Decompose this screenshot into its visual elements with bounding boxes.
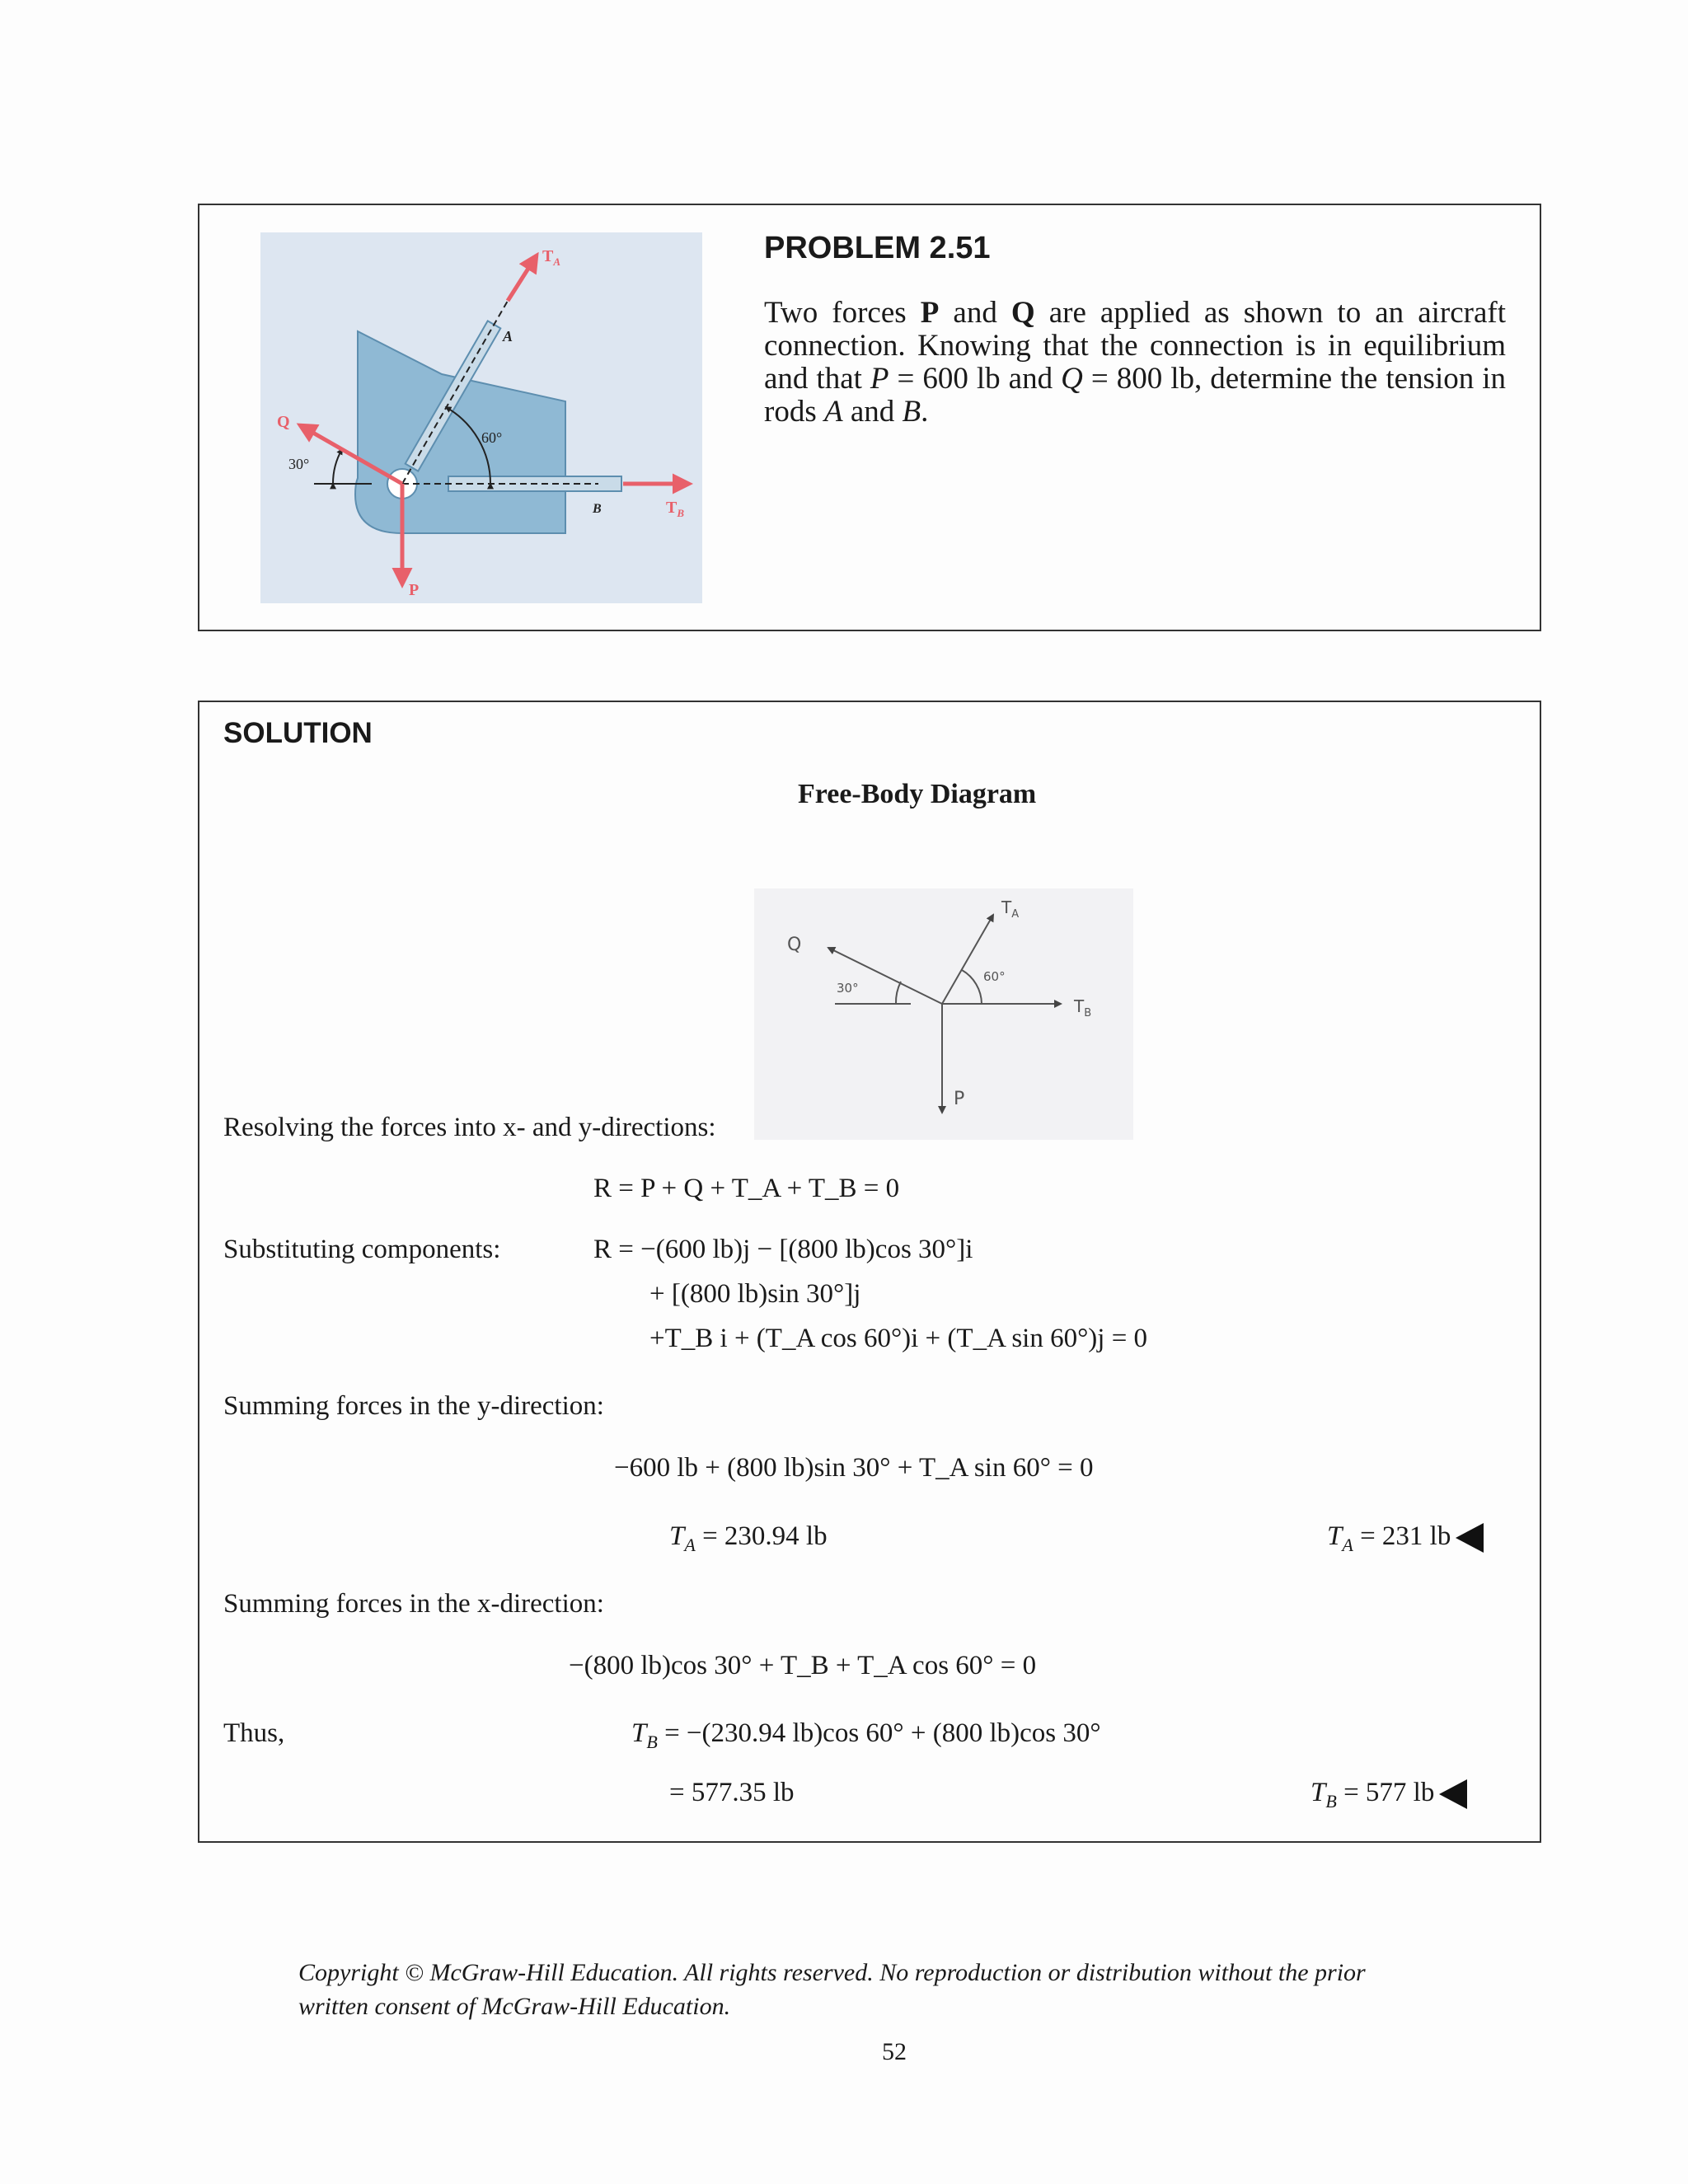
ta-answer: $T_A = 231$ lb bbox=[1327, 1521, 1484, 1556]
label-rod-a: A bbox=[503, 328, 513, 344]
fbd-label-tb: $T_B$ bbox=[1074, 996, 1092, 1019]
summing-y-text: Summing forces in the y-direction: bbox=[223, 1391, 604, 1421]
fbd-label-q: Q bbox=[787, 935, 802, 955]
label-angle-60: 60° bbox=[481, 429, 503, 446]
fbd-title: Free-Body Diagram bbox=[798, 779, 1037, 809]
equation-substitution-1: R = −(600 lb)j − [(800 lb)cos 30°]i bbox=[593, 1235, 973, 1264]
equation-x: −(800 lb)cos 30° + T_B + T_A cos 60° = 0 bbox=[569, 1651, 1037, 1680]
fbd-label-ta: $T_A$ bbox=[1001, 898, 1020, 921]
copyright-notice: Copyright © McGraw-Hill Education. All rights reserved. No reproduction or distribution without the prior written consent of McGraw-Hill Education. bbox=[298, 1959, 1366, 2020]
fbd-label-p: P bbox=[954, 1089, 965, 1109]
tb-expression: $T_B = -(230.94$ lb)cos 60° + (800 lb)cos 30° bbox=[631, 1718, 1101, 1752]
aircraft-connection-figure bbox=[260, 232, 702, 603]
tb-value: = 577.35 lb bbox=[669, 1778, 795, 1807]
equation-sum: R = P + Q + T_A + T_B = 0 bbox=[593, 1174, 900, 1203]
thus-text: Thus, bbox=[223, 1718, 285, 1748]
problem-statement: Two forces P and Q are applied as shown to an aircraft connection. Knowing that the connection is in equilibrium and that P = 600 lb and Q = 800 lb, determine the tension in rods A and B. bbox=[764, 296, 1507, 429]
label-angle-30: 30° bbox=[288, 456, 310, 472]
problem-title: PROBLEM 2.51 bbox=[764, 231, 991, 265]
fbd-label-60: 60° bbox=[983, 969, 1006, 984]
equation-substitution-2: + [(800 lb)sin 30°]j bbox=[649, 1279, 861, 1309]
answer-marker-icon bbox=[1456, 1523, 1484, 1553]
substituting-text: Substituting components: bbox=[223, 1235, 501, 1264]
label-tb: $T_B$ bbox=[666, 499, 685, 519]
solution-title: SOLUTION bbox=[223, 717, 373, 749]
ta-value: $T_A = 230.94$ lb bbox=[669, 1521, 828, 1555]
label-p: P bbox=[409, 581, 420, 599]
label-q: Q bbox=[277, 413, 290, 431]
equation-substitution-3: +T_B i + (T_A cos 60°)i + (T_A sin 60°)j = 0 bbox=[649, 1324, 1148, 1353]
fbd-label-30: 30° bbox=[837, 981, 859, 996]
answer-marker-icon bbox=[1439, 1779, 1467, 1809]
equation-y: −600 lb + (800 lb)sin 30° + T_A sin 60° = 0 bbox=[614, 1453, 1094, 1483]
page-number: 52 bbox=[882, 2038, 907, 2065]
label-rod-b: B bbox=[593, 502, 602, 516]
resolving-text: Resolving the forces into x- and y-directions: bbox=[223, 1113, 716, 1142]
free-body-diagram bbox=[754, 888, 1133, 1140]
tb-answer: $T_B = 577$ lb bbox=[1311, 1778, 1467, 1812]
label-ta: $T_A$ bbox=[542, 247, 561, 268]
summing-x-text: Summing forces in the x-direction: bbox=[223, 1589, 604, 1619]
